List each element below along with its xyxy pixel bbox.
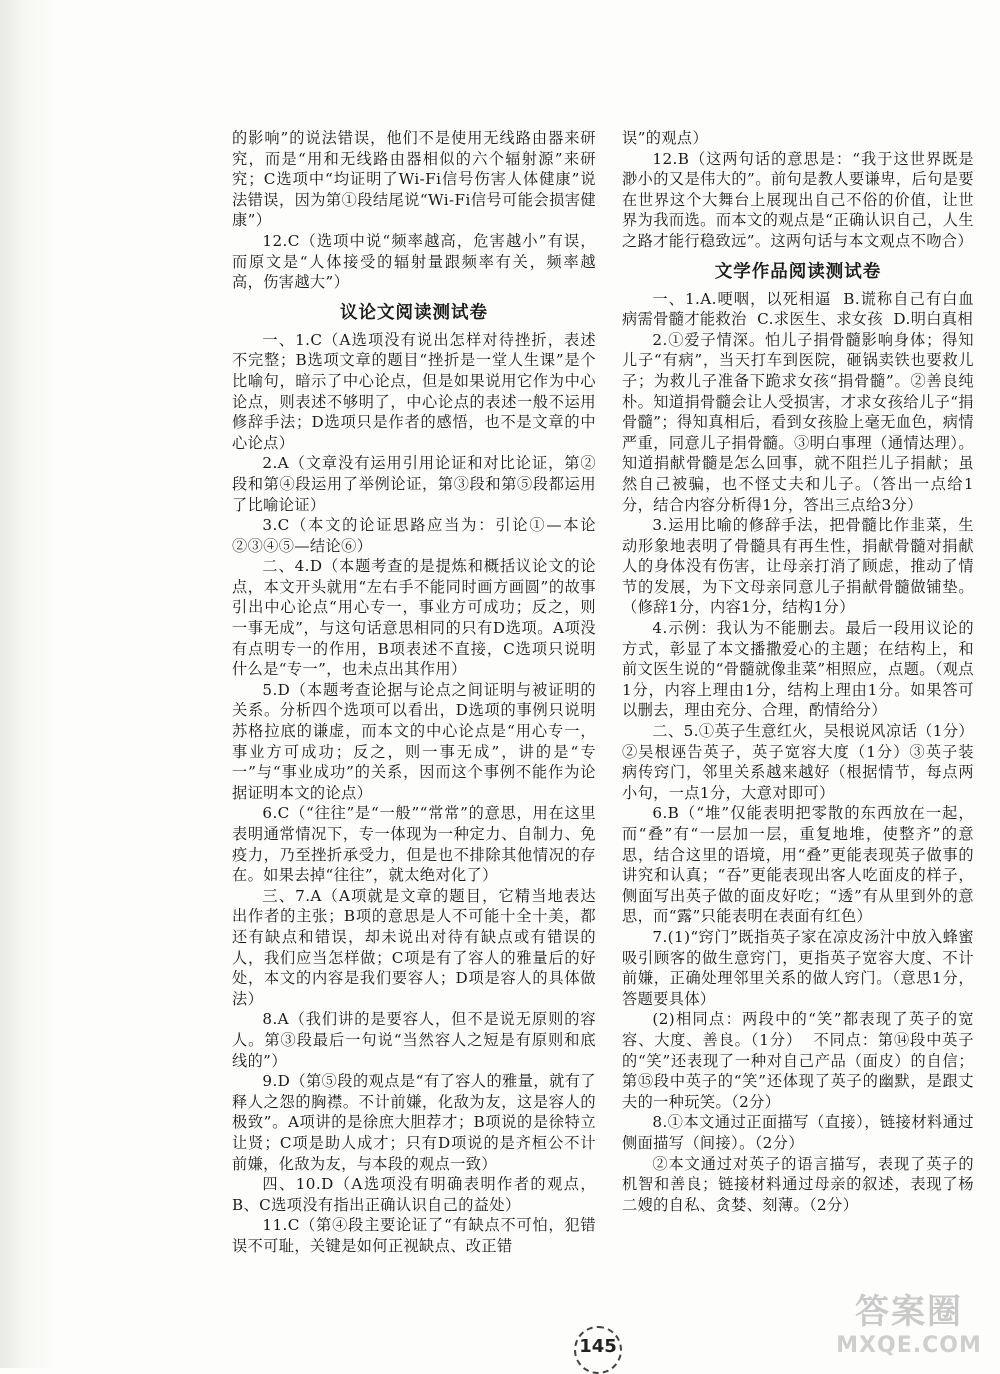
page-number-text: 145: [579, 1335, 617, 1357]
left-column: [232, 128, 596, 1256]
page-number: [568, 1326, 628, 1366]
watermark-url: MXQE.COM: [836, 1333, 982, 1358]
section-title-argumentative: 议论文阅读测试卷: [340, 302, 488, 323]
answer-paragraph: 5.D（本题考查论据与论点之间证明与被证明的关系。分析四个选项可以看出，D选项的事例只说明苏格拉底的谦虚，而本文的中心论点是“用心专一，事业方可成功；反之，则一事无成”，讲的是“专一”与“事业成功”的关系，因而这个事例不能作为论据证明本文的论点）: [232, 680, 596, 802]
answer-paragraph: 的影响”的说法错误，他们不是使用无线路由器来研究，而是“用和无线路由器相似的六个辐射源”来研究；C选项中“均证明了Wi-Fi信号伤害人体健康”说法错误，因为第①段结尾说“Wi-Fi信号可能会损害健康”）: [232, 129, 596, 230]
answer-paragraph: (2)相同点：两段中的“笑”都表现了英子的宽容、大度、善良。（1分） 不同点：第⑭段中英子的“笑”还表现了一种对自己产品（面皮）的自信；第⑮段中英子的“笑”还体现了英子的幽默，是跟丈夫的一种玩笑。（2分）: [622, 1010, 974, 1111]
answer-paragraph: 一、1.A.哽咽，以死相逼 B.谎称自己有白血病需骨髓才能救治 C.求医生、求女孩 D.明白真相: [622, 289, 974, 329]
answer-paragraph: 三、7.A（A项就是文章的题目，它精当地表达出作者的主张；B项的意思是人不可能十全十美，都还有缺点和错误，却未说出对待有缺点或有错误的人，我们应当怎样做；C项是有了容人的雅量后的好处，本文的内容是我们要容人；D项是容人的具体做法）: [232, 886, 596, 1008]
watermark-title: 答案圈: [855, 1292, 963, 1332]
answer-paragraph: 4.示例：我认为不能删去。最后一段用议论的方式，彰显了本文播撒爱心的主题；在结构上，和前文医生说的“骨髓就像韭菜”相照应，点题。（观点1分，内容上理由1分，结构上理由1分。如果答可以删去，理由充分、合理，酌情给分）: [622, 619, 974, 720]
answer-paragraph: 二、5.①英子生意红火，吴根说风凉话（1分）②吴根诬告英子，英子宽容大度（1分）③英子装病传窍门，邻里关系越来越好（根据情节，每点两小句，一点1分，大意对即可）: [622, 722, 974, 802]
answer-paragraph: 3.C（本文的论证思路应当为：引论①—本论②③④⑤—结论⑥）: [232, 516, 596, 555]
answer-paragraph: 2.①爱子情深。怕儿子捐骨髓影响身体；得知儿子“有病”，当天打车到医院，砸锅卖铁也要救儿子；为救儿子准备下跪求女孩“捐骨髓”。②善良纯朴。知道捐骨髓会让人受损害，才求女孩给儿子“捐骨髓”；得知真相后，看到女孩脸上毫无血色，病情严重，同意儿子捐骨髓。③明白事理（通情达理）。知道捐献骨髓是怎么回事，就不阻拦儿子捐献；虽然自己被骗，也不怪丈夫和儿子。（答出一点给1分，结合内容分析得1分，答出三点给3分）: [622, 330, 974, 514]
answer-paragraph: 2.A（文章没有运用引用论证和对比论证，第②段和第④段运用了举例论证，第③段和第⑤段都运用了比喻论证）: [232, 454, 596, 514]
answer-paragraph: 7.(1)“窍门”既指英子家在凉皮汤汁中放入蜂蜜吸引顾客的做生意窍门，更指英子宽容大度、不计前嫌，正确处理邻里关系的做人窍门。（意思1分，答题要具体）: [622, 927, 974, 1008]
answer-paragraph: 一、1.C（A选项没有说出怎样对待挫折，表述不完整；B选项文章的题目“挫折是一堂人生课”是个比喻句，暗示了中心论点，但是如果说用它作为中心论点，则表述不够明了，中心论点的表述一般不运用修辞手法；D选项只是作者的感悟，也不是文章的中心论点）: [232, 330, 596, 452]
answer-paragraph: 12.B（这两句话的意思是：“我于这世界既是渺小的又是伟大的”。前句是教人要谦卑，后句是要在世界这个大舞台上展现出自己不俗的价值，让世界为我而选。而本文的观点是“正确认识自己，人生之路才能行稳致远”。这两句话与本文观点不吻合）: [622, 149, 974, 250]
answer-paragraph: 误”的观点）: [622, 129, 709, 147]
answer-paragraph: 11.C（第④段主要论证了“有缺点不可怕，犯错误不可耻，关键是如何正视缺点、改正错: [232, 1216, 596, 1255]
answer-paragraph: 四、10.D（A选项没有明确表明作者的观点，B、C选项没有指出正确认识自己的益处）: [232, 1175, 596, 1214]
scan-edge: [0, 0, 60, 1368]
answer-paragraph: ②本文通过对英子的语言描写，表现了英子的机智和善良；链接材料通过母亲的叙述，表现了杨二嫂的自私、贪婪、刻薄。（2分）: [622, 1154, 974, 1214]
watermark-logo: [834, 1276, 984, 1366]
answer-paragraph: 二、4.D（本题考查的是提炼和概括议论文的论点，本文开头就用“左右手不能同时画方画圆”的故事引出中心论点“用心专一，事业方可成功；反之，则一事无成”，与这句话意思相同的只有D选项。A项没有点明专一的作用，B项表述不直接，C选项只说明什么是“专一”，也未点出其作用）: [232, 557, 596, 679]
right-column: [622, 128, 974, 1215]
answer-paragraph: 8.A（我们讲的是要容人，但不是说无原则的容人。第③段最后一句说“当然容人之短是有原则和底线的”）: [232, 1010, 596, 1070]
answer-paragraph: 6.B（“堆”仅能表明把零散的东西放在一起，而“叠”有“一层加一层，重复地堆，使整齐”的意思，结合这里的语境，用“叠”更能表现英子做事的讲究和认真；“吞”更能表现出客人吃面皮的样子，侧面写出英子做的面皮好吃；“透”有从里到外的意思，而“露”只能表明在表面有红色）: [622, 804, 974, 926]
answer-paragraph: 8.①本文通过正面描写（直接），链接材料通过侧面描写（间接）。（2分）: [622, 1113, 974, 1152]
answer-paragraph: 3.运用比喻的修辞手法，把骨髓比作韭菜，生动形象地表明了骨髓具有再生性，捐献骨髓对捐献人的身体没有伤害，让母亲打消了顾虑，推动了情节的发展，为下文母亲同意儿子捐献骨髓做铺垫。（修辞1分，内容1分，结构1分）: [622, 516, 974, 617]
answer-paragraph: 6.C（“往往”是“一般”“常常”的意思，用在这里表明通常情况下，专一体现为一种定力、自制力、免疫力，乃至挫折承受力，但是也不排除其他情况的存在。如果去掉“往往”，就太绝对化了）: [232, 804, 596, 885]
answer-paragraph: 12.C（选项中说“频率越高，危害越小”有误，而原文是“人体接受的辐射量跟频率有关，频率越高，伤害越大”）: [232, 231, 596, 292]
section-title-literature: 文学作品阅读测试卷: [714, 261, 882, 282]
answer-paragraph: 9.D（第⑤段的观点是“有了容人的雅量，就有了释人之怨的胸襟。不计前嫌，化敌为友，这是容人的极致”。A项讲的是徐庶大胆荐才；B项说的是徐特立让贤；C项是助人成才；只有D项说的是齐桓公不计前嫌，化敌为友，与本段的观点一致）: [232, 1072, 596, 1173]
